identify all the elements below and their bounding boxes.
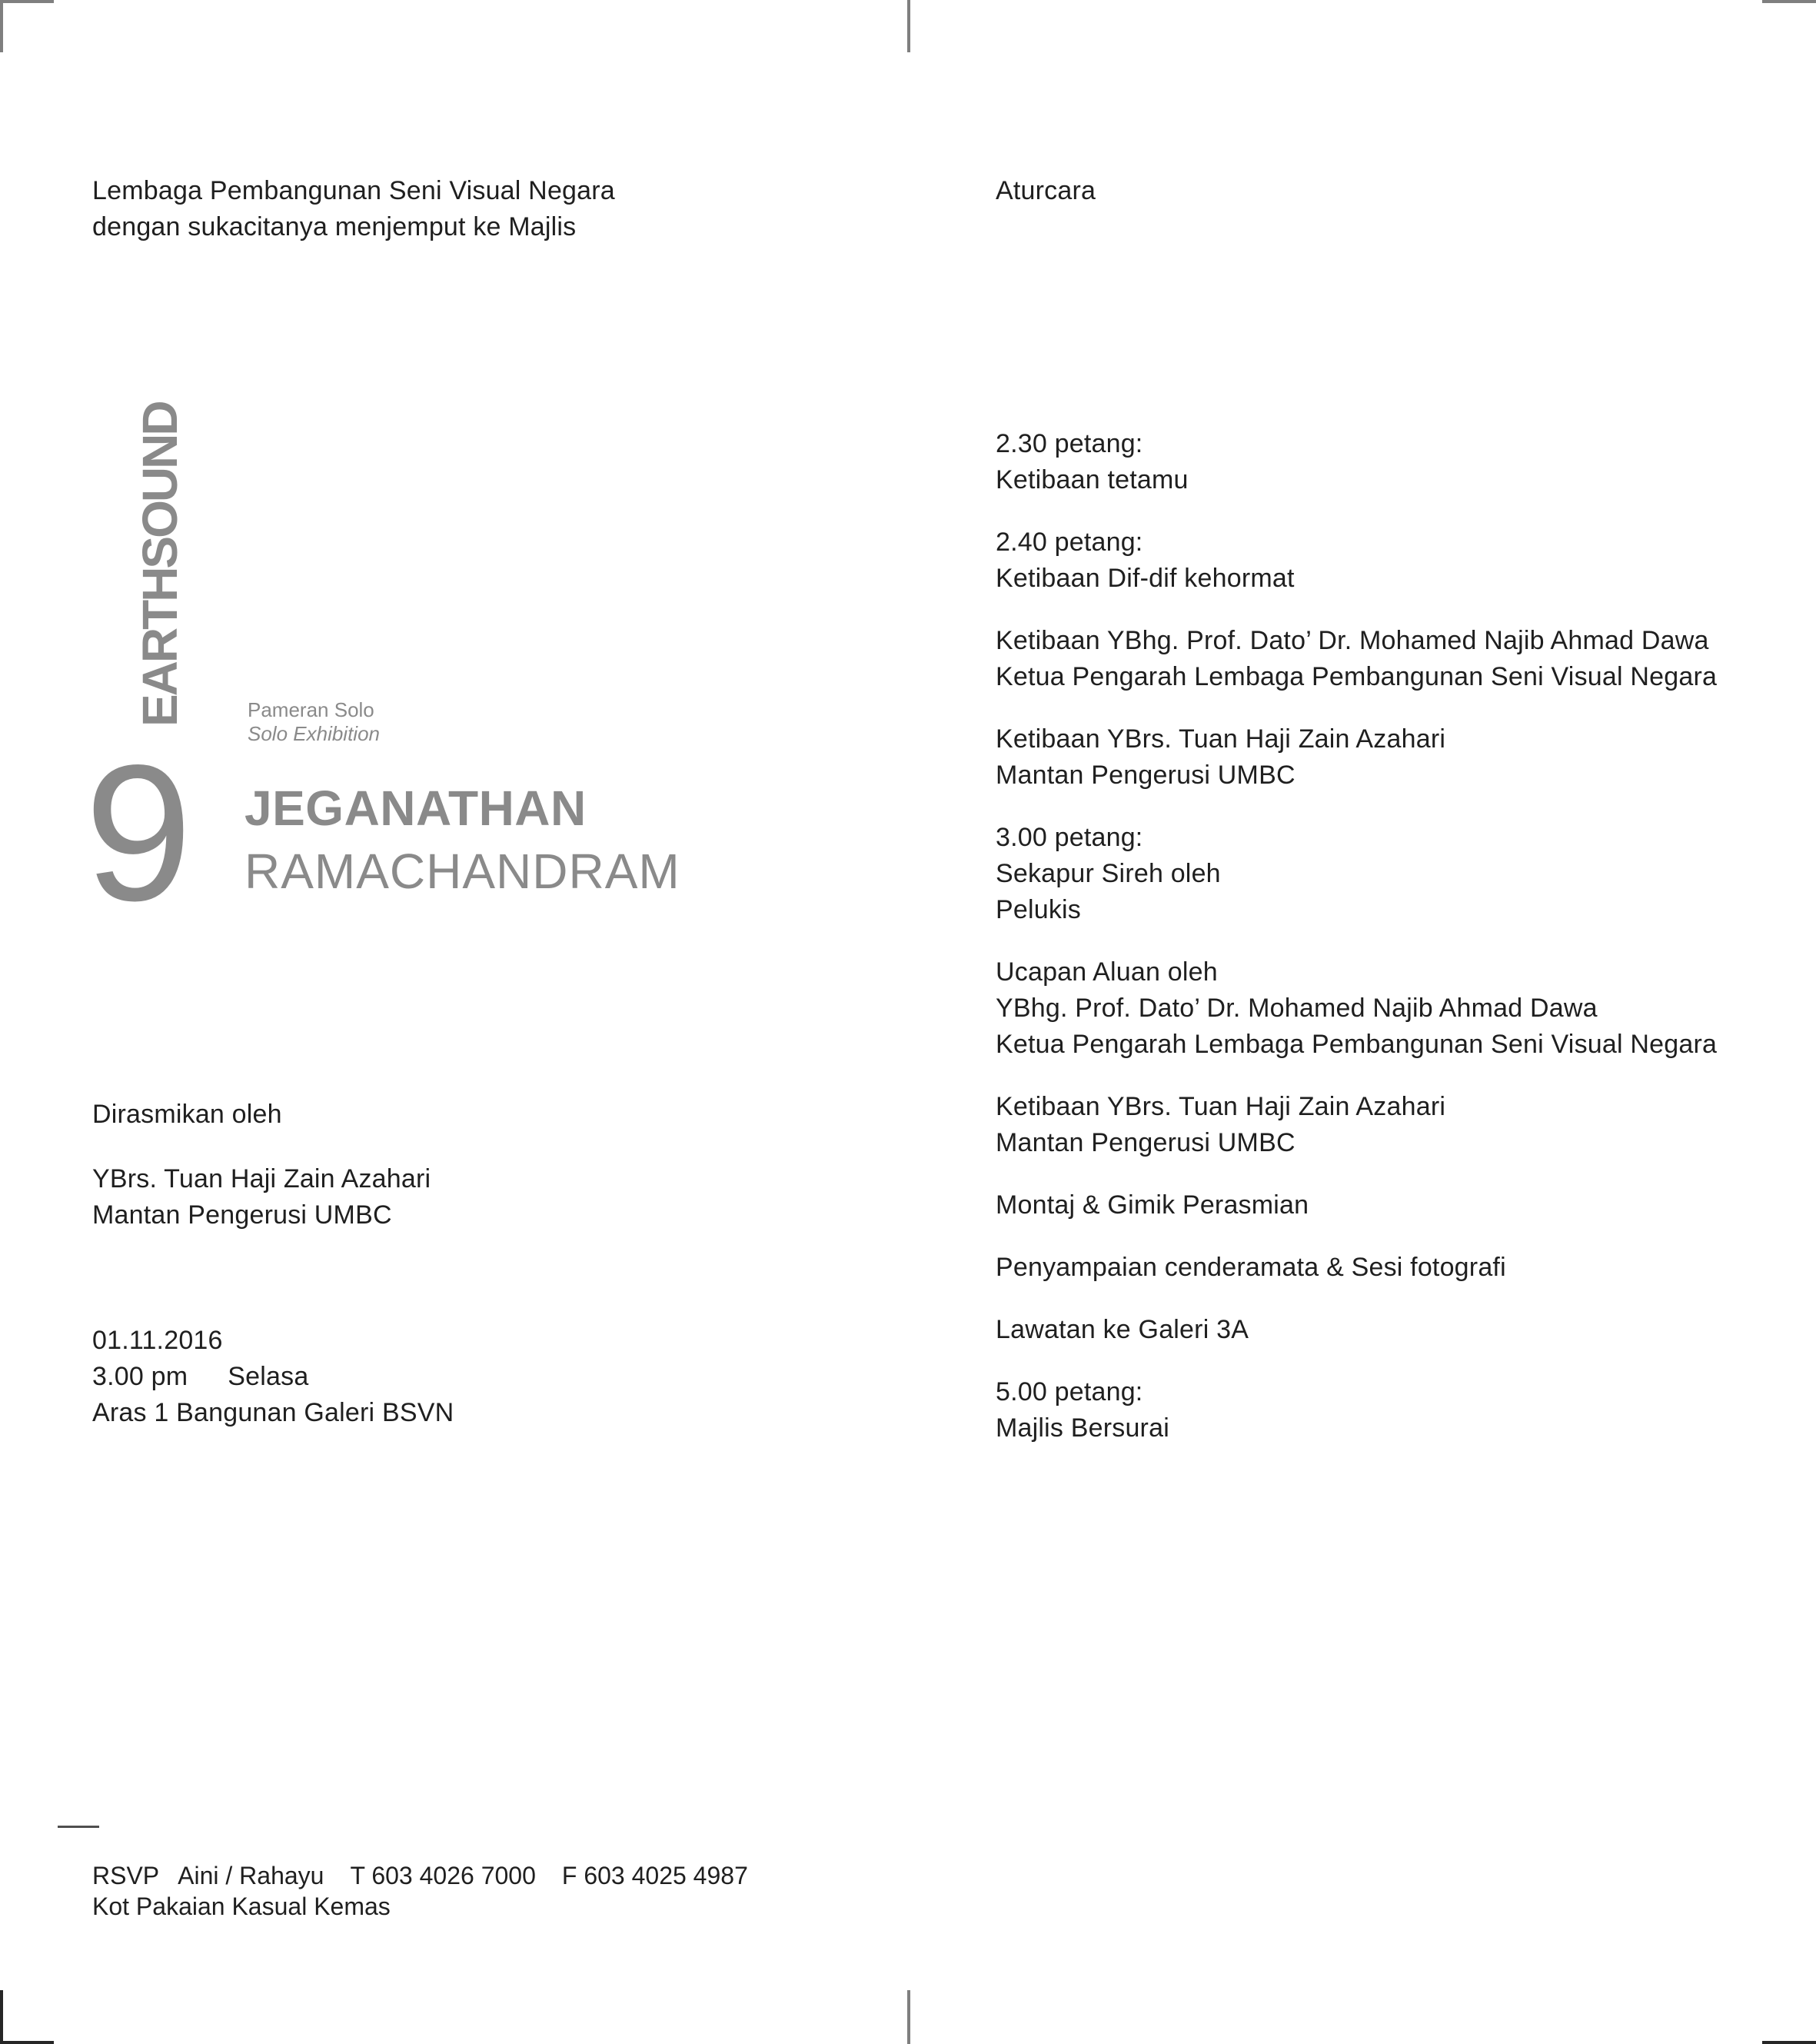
officiated-by-label: Dirasmikan oleh (92, 1100, 282, 1129)
officiator-title: Mantan Pengerusi UMBC (92, 1200, 392, 1230)
agenda-item (996, 1187, 1717, 1223)
agenda-item (996, 820, 1717, 928)
event-date: 01.11.2016 (92, 1326, 223, 1355)
rsvp-line (92, 1860, 748, 1891)
agenda-line: Pelukis (996, 895, 1082, 924)
agenda-item (996, 1312, 1717, 1348)
crop-mark-bottom-center (907, 1990, 910, 2044)
agenda-list (996, 426, 1717, 1473)
agenda-line: Ketibaan tetamu (996, 465, 1189, 494)
exhibition-subtitle (248, 698, 380, 746)
agenda-line: Ketibaan YBrs. Tuan Haji Zain Azahari (996, 1092, 1446, 1121)
exhibition-logo-vertical-text: EARTHSOUND (132, 402, 188, 727)
invitation-header (92, 173, 615, 245)
artist-last-name: RAMACHANDRAM (244, 844, 680, 899)
officiator-name: YBrs. Tuan Haji Zain Azahari (92, 1164, 431, 1193)
event-day: Selasa (228, 1362, 309, 1391)
crop-mark-bottom-left-horizontal (0, 2041, 54, 2044)
agenda-line: 5.00 petang: (996, 1377, 1143, 1406)
event-time: 3.00 pm (92, 1362, 188, 1391)
agenda-title: Aturcara (996, 176, 1096, 205)
rsvp-label: RSVP (92, 1862, 160, 1889)
agenda-line: Lawatan ke Galeri 3A (996, 1315, 1249, 1344)
agenda-item (996, 524, 1717, 597)
agenda-line: YBhg. Prof. Dato’ Dr. Mohamed Najib Ahmad Dawa (996, 994, 1598, 1023)
agenda-item (996, 426, 1717, 498)
crop-mark-top-center (907, 0, 910, 52)
crop-mark-bottom-right-horizontal (1762, 2041, 1816, 2044)
crop-mark-top-left-horizontal (0, 0, 54, 3)
agenda-line: Ketibaan Dif-dif kehormat (996, 564, 1295, 593)
event-time-day (92, 1359, 454, 1395)
agenda-line: Ketibaan YBrs. Tuan Haji Zain Azahari (996, 724, 1446, 754)
agenda-line: Mantan Pengerusi UMBC (996, 1128, 1295, 1157)
agenda-line: Ketibaan YBhg. Prof. Dato’ Dr. Mohamed Najib Ahmad Dawa (996, 626, 1709, 655)
footer (92, 1860, 748, 1922)
event-venue: Aras 1 Bangunan Galeri BSVN (92, 1398, 454, 1427)
datetime-venue-block (92, 1323, 454, 1431)
rsvp-phone: T 603 4026 7000 (350, 1862, 536, 1889)
crop-mark-bottom-left-vertical (0, 1990, 3, 2044)
agenda-line: 3.00 petang: (996, 823, 1143, 852)
agenda-item (996, 1374, 1717, 1446)
dress-code: Kot Pakaian Kasual Kemas (92, 1893, 391, 1920)
exhibition-logo-numeral: 9 (85, 725, 193, 941)
agenda-line: Sekapur Sireh oleh (996, 859, 1221, 888)
crop-mark-top-right-horizontal (1762, 0, 1816, 3)
agenda-item (996, 1089, 1717, 1161)
agenda-line: 2.30 petang: (996, 429, 1143, 458)
event-details-column (92, 1097, 454, 1431)
agenda-line: Ketua Pengarah Lembaga Pembangunan Seni Visual Negara (996, 1030, 1718, 1059)
subtitle-malay: Pameran Solo (248, 698, 374, 721)
agenda-line: Ketua Pengarah Lembaga Pembangunan Seni Visual Negara (996, 662, 1718, 691)
agenda-line: Montaj & Gimik Perasmian (996, 1190, 1309, 1220)
inviting-org-line: Lembaga Pembangunan Seni Visual Negara (92, 176, 615, 205)
invite-phrase-line: dengan sukacitanya menjemput ke Majlis (92, 212, 577, 241)
agenda-line: Penyampaian cenderamata & Sesi fotografi (996, 1253, 1506, 1282)
rsvp-fax: F 603 4025 4987 (561, 1862, 748, 1889)
artist-first-name: JEGANATHAN (244, 781, 587, 836)
agenda-line: Majlis Bersurai (996, 1413, 1169, 1443)
agenda-item (996, 623, 1717, 695)
agenda-item (996, 721, 1717, 794)
agenda-line: Mantan Pengerusi UMBC (996, 761, 1295, 790)
footer-divider-rule (58, 1826, 99, 1828)
artist-name (244, 777, 680, 903)
agenda-line: Ucapan Aluan oleh (996, 957, 1218, 987)
officiator-block (92, 1161, 454, 1233)
crop-mark-top-left-vertical (0, 0, 3, 52)
agenda-line: 2.40 petang: (996, 528, 1143, 557)
agenda-item (996, 954, 1717, 1063)
rsvp-contacts: Aini / Rahayu (178, 1862, 324, 1889)
subtitle-english: Solo Exhibition (248, 722, 380, 745)
agenda-item (996, 1250, 1717, 1286)
